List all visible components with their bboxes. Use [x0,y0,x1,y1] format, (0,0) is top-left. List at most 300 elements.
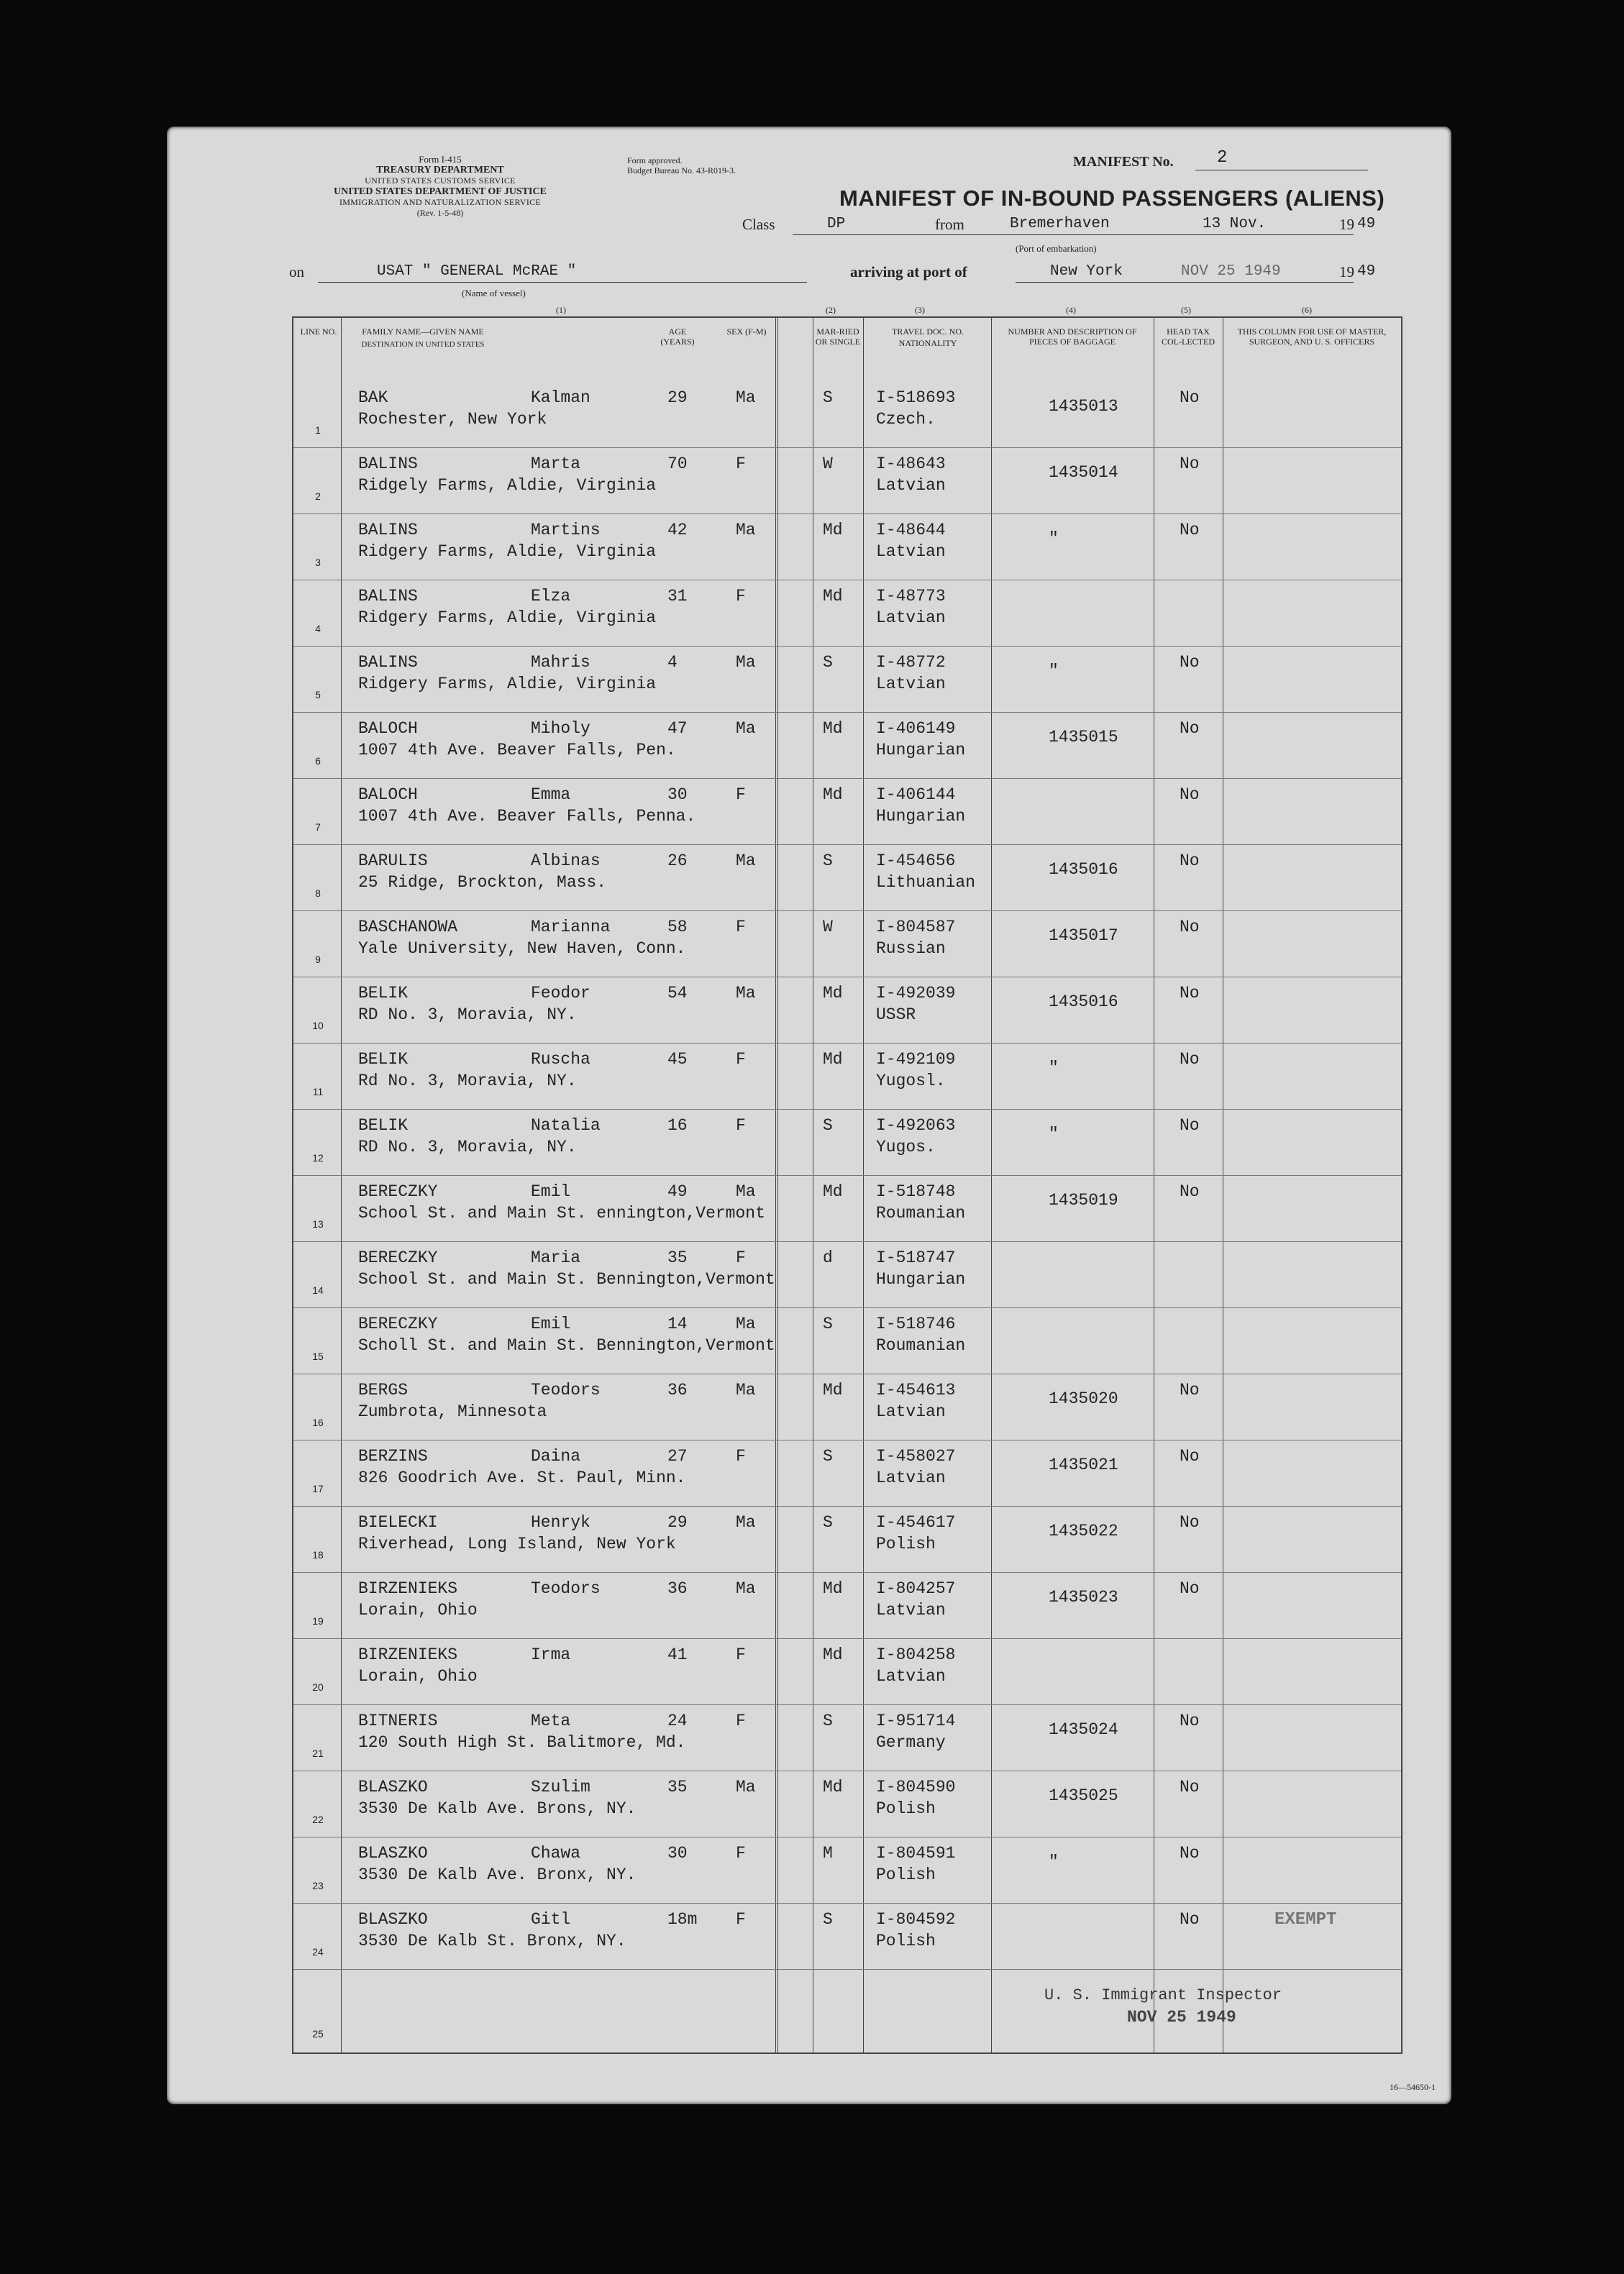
line-number-25: 25 [312,2028,324,2040]
manifest-sheet [167,127,1451,2104]
passenger-given-name: Emil [531,1315,571,1333]
line-number: 11 [312,1086,324,1097]
line-number: 4 [315,623,321,634]
passenger-nationality: Latvian [876,608,946,627]
passenger-family-name: BIRZENIEKS [358,1645,458,1664]
header-destination: DESTINATION IN UNITED STATES [361,340,485,349]
line-number: 22 [312,1814,324,1825]
passenger-marital-status: S [823,1315,833,1333]
passenger-age: 45 [667,1050,688,1069]
passenger-travel-doc: I-454617 [876,1513,956,1532]
passenger-family-name: BALOCH [358,785,418,804]
passenger-given-name: Feodor [531,984,590,1003]
passenger-nationality: Latvian [876,1601,946,1620]
passenger-family-name: BALINS [358,653,418,672]
passenger-head-tax: No [1180,1778,1200,1796]
passenger-sex: Ma [736,1315,756,1333]
passenger-given-name: Meta [531,1712,571,1730]
vessel-name: USAT " GENERAL McRAE " [377,263,577,280]
passenger-sex: F [736,1645,746,1664]
passenger-given-name: Chawa [531,1844,581,1863]
passenger-destination: School St. and Main St. Bennington,Vermont [358,1270,775,1289]
passenger-travel-doc: I-492063 [876,1116,956,1135]
passenger-baggage: 1435021 [1049,1456,1118,1474]
passenger-baggage: 1435016 [1049,992,1118,1011]
table-row [293,1506,1401,1573]
manifest-number-label: MANIFEST No. [1073,154,1174,170]
passenger-given-name: Irma [531,1645,571,1664]
passenger-age: 36 [667,1579,688,1598]
passenger-sex: Ma [736,1182,756,1201]
line-number: 18 [312,1549,324,1561]
passenger-nationality: Latvian [876,1469,946,1487]
passenger-family-name: BARULIS [358,851,428,870]
passenger-sex: Ma [736,1381,756,1399]
passenger-head-tax: No [1180,984,1200,1003]
passenger-given-name: Kalman [531,388,590,407]
line-number: 14 [312,1284,324,1296]
passenger-sex: F [736,1712,746,1730]
passenger-destination: 120 South High St. Balitmore, Md. [358,1733,686,1752]
table-row [293,1307,1401,1374]
passenger-marital-status: S [823,851,833,870]
line-number: 12 [312,1152,324,1164]
passenger-sex: F [736,1248,746,1267]
table-row [293,977,1401,1044]
passenger-travel-doc: I-804258 [876,1645,956,1664]
table-row [293,1638,1401,1705]
line-number: 21 [312,1748,324,1759]
passenger-head-tax: No [1180,1182,1200,1201]
passenger-family-name: BALINS [358,587,418,606]
passenger-sex: Ma [736,1579,756,1598]
passenger-nationality: Hungarian [876,1270,966,1289]
passenger-head-tax: No [1180,1447,1200,1466]
passenger-age: 26 [667,851,688,870]
class-label: Class [742,216,775,233]
header-officers: THIS COLUMN FOR USE OF MASTER, SURGEON, AND U. S. OFFICERS [1237,327,1387,347]
passenger-marital-status: S [823,1447,833,1466]
passenger-age: 14 [667,1315,688,1333]
table-row [293,1109,1401,1176]
table-row [293,381,1401,448]
table-row [293,1704,1401,1771]
passenger-marital-status: S [823,1712,833,1730]
header-nationality: NATIONALITY [898,338,957,348]
passenger-nationality: Yugosl. [876,1072,946,1090]
passenger-baggage: 1435023 [1049,1588,1118,1607]
passenger-family-name: BALINS [358,455,418,473]
passenger-sex: F [736,1844,746,1863]
passenger-destination: 25 Ridge, Brockton, Mass. [358,873,607,892]
passenger-head-tax: No [1180,1050,1200,1069]
passenger-destination: 3530 De Kalb St. Bronx, NY. [358,1932,626,1950]
passenger-sex: F [736,587,746,606]
form-header [289,154,591,219]
passenger-destination: 1007 4th Ave. Beaver Falls, Penna. [358,807,696,826]
passenger-family-name: BALOCH [358,719,418,738]
passenger-destination: Zumbrota, Minnesota [358,1402,547,1421]
passenger-baggage: 1435015 [1049,728,1118,746]
passenger-given-name: Teodors [531,1381,601,1399]
form-approval [627,155,736,175]
passenger-destination: Lorain, Ohio [358,1601,478,1620]
passenger-age: 16 [667,1116,688,1135]
line-number: 23 [312,1880,324,1891]
passenger-travel-doc: I-454656 [876,851,956,870]
passenger-baggage: 1435013 [1049,397,1118,416]
passenger-sex: Ma [736,719,756,738]
passenger-destination: Rochester, New York [358,410,547,429]
passenger-family-name: BERZINS [358,1447,428,1466]
passenger-family-name: BIELECKI [358,1513,438,1532]
passenger-sex: Ma [736,851,756,870]
passenger-baggage: 1435017 [1049,926,1118,945]
passenger-baggage: " [1049,1853,1059,1871]
arrival-date: NOV 25 1949 [1181,263,1281,280]
passenger-age: 29 [667,1513,688,1532]
table-row [293,513,1401,580]
passenger-baggage: " [1049,529,1059,548]
class-value: DP [827,216,846,232]
line-number: 3 [315,557,321,568]
passenger-head-tax: No [1180,1910,1200,1929]
passenger-travel-doc: I-458027 [876,1447,956,1466]
passenger-marital-status: Md [823,1579,843,1598]
passenger-marital-status: Md [823,719,843,738]
line-number: 17 [312,1483,324,1494]
arrival-port: New York [1050,263,1123,280]
line-number: 24 [312,1946,324,1958]
passenger-given-name: Emma [531,785,571,804]
passenger-given-name: Albinas [531,851,601,870]
line-number: 2 [315,490,321,502]
passenger-marital-status: Md [823,1645,843,1664]
passenger-baggage: 1435020 [1049,1389,1118,1408]
passenger-age: 31 [667,587,688,606]
passenger-travel-doc: I-48643 [876,455,946,473]
passenger-family-name: BELIK [358,1116,409,1135]
header-travel-doc: TRAVEL DOC. NO. [891,327,964,337]
line-number: 1 [315,424,321,436]
passenger-given-name: Elza [531,587,571,606]
passenger-given-name: Daina [531,1447,581,1466]
year2-value: 49 [1357,263,1376,280]
from-label: from [935,216,964,233]
passenger-nationality: Roumanian [876,1204,966,1223]
passenger-family-name: BASCHANOWA [358,918,458,936]
passenger-destination: 1007 4th Ave. Beaver Falls, Pen. [358,741,676,759]
passenger-marital-status: Md [823,521,843,539]
passenger-marital-status: S [823,1910,833,1929]
passenger-baggage: " [1049,1059,1059,1077]
passenger-sex: Ma [736,1778,756,1796]
passenger-sex: F [736,1447,746,1466]
page-title: MANIFEST OF IN-BOUND PASSENGERS (ALIENS) [839,186,1385,211]
passenger-given-name: Martins [531,521,601,539]
line-number: 15 [312,1351,324,1362]
passenger-head-tax: No [1180,785,1200,804]
passenger-family-name: BALINS [358,521,418,539]
passenger-marital-status: Md [823,1778,843,1796]
column-number-6: (6) [1302,305,1312,315]
passenger-given-name: Marianna [531,918,611,936]
passenger-family-name: BERECZKY [358,1248,438,1267]
table-row [293,712,1401,779]
passenger-head-tax: No [1180,521,1200,539]
form-revision: (Rev. 1-5-48) [416,208,464,218]
passenger-nationality: USSR [876,1005,916,1024]
passenger-destination: Rd No. 3, Moravia, NY. [358,1072,577,1090]
passenger-head-tax: No [1180,1844,1200,1863]
passenger-travel-doc: I-518693 [876,388,956,407]
form-approved: Form approved. [627,155,683,165]
passenger-head-tax: No [1180,653,1200,672]
passenger-nationality: Latvian [876,1667,946,1686]
passenger-given-name: Szulim [531,1778,590,1796]
passenger-nationality: Latvian [876,476,946,495]
line-number: 19 [312,1615,324,1627]
table-row [293,1043,1401,1110]
passenger-marital-status: Md [823,1182,843,1201]
header-head-tax: HEAD TAX COL-LECTED [1162,327,1215,347]
passenger-sex: Ma [736,653,756,672]
passenger-nationality: Lithuanian [876,873,976,892]
manifest-number: 2 [1217,148,1228,168]
table-row [293,1572,1401,1639]
passenger-table [292,305,1402,2054]
exempt-stamp: EXEMPT [1274,1910,1337,1930]
passenger-travel-doc: I-406149 [876,719,956,738]
passenger-given-name: Teodors [531,1579,601,1598]
table-row [293,646,1401,713]
passenger-family-name: BELIK [358,984,409,1003]
passenger-destination: Yale University, New Haven, Conn. [358,939,686,958]
passenger-nationality: Czech. [876,410,936,429]
passenger-sex: F [736,455,746,473]
passenger-age: 30 [667,1844,688,1863]
table-row [293,778,1401,845]
passenger-baggage: " [1049,662,1059,680]
line-number: 16 [312,1417,324,1428]
immigration-service: IMMIGRATION AND NATURALIZATION SERVICE [339,197,542,207]
passenger-destination: School St. and Main St. ennington,Vermont [358,1204,765,1223]
department-of-justice: UNITED STATES DEPARTMENT OF JUSTICE [334,186,547,197]
passenger-nationality: Roumanian [876,1336,966,1355]
passenger-marital-status: S [823,653,833,672]
passenger-age: 54 [667,984,688,1003]
header-age: AGE (YEARS) [660,327,695,347]
passenger-marital-status: W [823,918,833,936]
passenger-destination: RD No. 3, Moravia, NY. [358,1138,577,1156]
passenger-age: 41 [667,1645,688,1664]
port-caption: (Port of embarkation) [1016,243,1097,254]
passenger-destination: Ridgery Farms, Aldie, Virginia [358,542,657,561]
table-row [293,1175,1401,1242]
passenger-destination: 3530 De Kalb Ave. Bronx, NY. [358,1866,637,1884]
passenger-head-tax: No [1180,1712,1200,1730]
arriving-label: arriving at port of [850,263,967,280]
passenger-head-tax: No [1180,1579,1200,1598]
passenger-destination: Ridgely Farms, Aldie, Virginia [358,476,657,495]
passenger-given-name: Miholy [531,719,590,738]
passenger-age: 70 [667,455,688,473]
passenger-family-name: BLASZKO [358,1844,428,1863]
form-footer-number: 16—54650-1 [1390,2082,1436,2092]
line-number: 8 [315,887,321,899]
passenger-nationality: Hungarian [876,807,966,826]
table-row [293,580,1401,647]
passenger-travel-doc: I-48773 [876,587,946,606]
passenger-family-name: BLASZKO [358,1910,428,1929]
customs-service: UNITED STATES CUSTOMS SERVICE [365,175,516,186]
passenger-age: 18m [667,1910,698,1929]
passenger-sex: F [736,1116,746,1135]
passenger-sex: Ma [736,388,756,407]
column-number-2: (2) [826,305,836,315]
passenger-family-name: BELIK [358,1050,409,1069]
passenger-sex: F [736,1910,746,1929]
passenger-nationality: Polish [876,1866,936,1884]
passenger-given-name: Marta [531,455,581,473]
passenger-marital-status: S [823,388,833,407]
passenger-given-name: Ruscha [531,1050,590,1069]
table-row [293,1374,1401,1440]
budget-bureau: Budget Bureau No. 43-R019-3. [627,165,736,175]
passenger-given-name: Emil [531,1182,571,1201]
passenger-destination: Ridgery Farms, Aldie, Virginia [358,608,657,627]
table-row [293,910,1401,977]
passenger-age: 24 [667,1712,688,1730]
vessel-caption: (Name of vessel) [462,288,526,298]
passenger-destination: 3530 De Kalb Ave. Brons, NY. [358,1799,637,1818]
passenger-nationality: Polish [876,1799,936,1818]
passenger-head-tax: No [1180,1513,1200,1532]
passenger-family-name: BITNERIS [358,1712,438,1730]
passenger-destination: 826 Goodrich Ave. St. Paul, Minn. [358,1469,686,1487]
passenger-head-tax: No [1180,719,1200,738]
line-number: 20 [312,1681,324,1693]
line-number: 7 [315,821,321,833]
passenger-given-name: Maria [531,1248,581,1267]
passenger-travel-doc: I-492039 [876,984,956,1003]
passenger-destination: Lorain, Ohio [358,1667,478,1686]
passenger-baggage: 1435019 [1049,1191,1118,1210]
table-row [293,1837,1401,1904]
passenger-marital-status: Md [823,1381,843,1399]
header-name: FAMILY NAME—GIVEN NAME [362,327,484,337]
passenger-head-tax: No [1180,1381,1200,1399]
passenger-marital-status: W [823,455,833,473]
passenger-travel-doc: I-48772 [876,653,946,672]
passenger-baggage: 1435024 [1049,1720,1118,1739]
passenger-family-name: BERECZKY [358,1315,438,1333]
departure-date: 13 Nov. [1203,216,1267,232]
header-married: MAR-RIED OR SINGLE [815,327,861,347]
passenger-travel-doc: I-48644 [876,521,946,539]
inspector-caption: U. S. Immigrant Inspector [1044,1986,1282,2004]
header-line-no: LINE NO. [300,327,337,337]
passenger-travel-doc: I-518747 [876,1248,956,1267]
passenger-given-name: Natalia [531,1116,601,1135]
passenger-age: 47 [667,719,688,738]
passenger-travel-doc: I-804590 [876,1778,956,1796]
passenger-baggage: 1435022 [1049,1522,1118,1540]
passenger-sex: F [736,918,746,936]
line-number: 10 [312,1020,324,1031]
form-number: Form I-415 [419,154,462,165]
passenger-age: 35 [667,1778,688,1796]
column-number-1: (1) [556,305,566,315]
passenger-age: 29 [667,388,688,407]
passenger-travel-doc: I-804587 [876,918,956,936]
table-row [293,1771,1401,1837]
table-row [293,1440,1401,1507]
passenger-head-tax: No [1180,1116,1200,1135]
passenger-travel-doc: I-406144 [876,785,956,804]
passenger-baggage: " [1049,1125,1059,1143]
passenger-marital-status: S [823,1116,833,1135]
year-prefix: 19 [1339,216,1354,233]
inspection-date-stamp: NOV 25 1949 [1127,2008,1236,2027]
passenger-marital-status: Md [823,587,843,606]
table-row [293,1903,1401,1970]
passenger-nationality: Polish [876,1535,936,1553]
passenger-sex: F [736,785,746,804]
passenger-family-name: BAK [358,388,388,407]
passenger-nationality: Russian [876,939,946,958]
passenger-nationality: Yugos. [876,1138,936,1156]
passenger-travel-doc: I-518748 [876,1182,956,1201]
passenger-family-name: BERGS [358,1381,409,1399]
passenger-sex: Ma [736,521,756,539]
passenger-age: 36 [667,1381,688,1399]
table-row [293,844,1401,911]
on-label: on [289,263,304,280]
passenger-family-name: BLASZKO [358,1778,428,1796]
passenger-head-tax: No [1180,388,1200,407]
passenger-baggage: 1435014 [1049,463,1118,482]
line-number: 13 [312,1218,324,1230]
passenger-destination: RD No. 3, Moravia, NY. [358,1005,577,1024]
passenger-travel-doc: I-804591 [876,1844,956,1863]
passenger-travel-doc: I-951714 [876,1712,956,1730]
line-number: 9 [315,954,321,965]
passenger-travel-doc: I-492109 [876,1050,956,1069]
passenger-marital-status: M [823,1844,833,1863]
passenger-age: 49 [667,1182,688,1201]
passenger-destination: Riverhead, Long Island, New York [358,1535,676,1553]
passenger-marital-status: S [823,1513,833,1532]
passenger-sex: Ma [736,984,756,1003]
passenger-nationality: Latvian [876,542,946,561]
passenger-marital-status: Md [823,984,843,1003]
passenger-baggage: 1435025 [1049,1786,1118,1805]
passenger-family-name: BERECZKY [358,1182,438,1201]
passenger-age: 27 [667,1447,688,1466]
year-value: 49 [1357,216,1376,232]
passenger-given-name: Gitl [531,1910,571,1929]
passenger-age: 58 [667,918,688,936]
passenger-nationality: Latvian [876,1402,946,1421]
passenger-marital-status: Md [823,785,843,804]
passenger-age: 35 [667,1248,688,1267]
passenger-nationality: Germany [876,1733,946,1752]
passenger-marital-status: Md [823,1050,843,1069]
passenger-given-name: Mahris [531,653,590,672]
passenger-travel-doc: I-454613 [876,1381,956,1399]
table-row [293,1241,1401,1308]
